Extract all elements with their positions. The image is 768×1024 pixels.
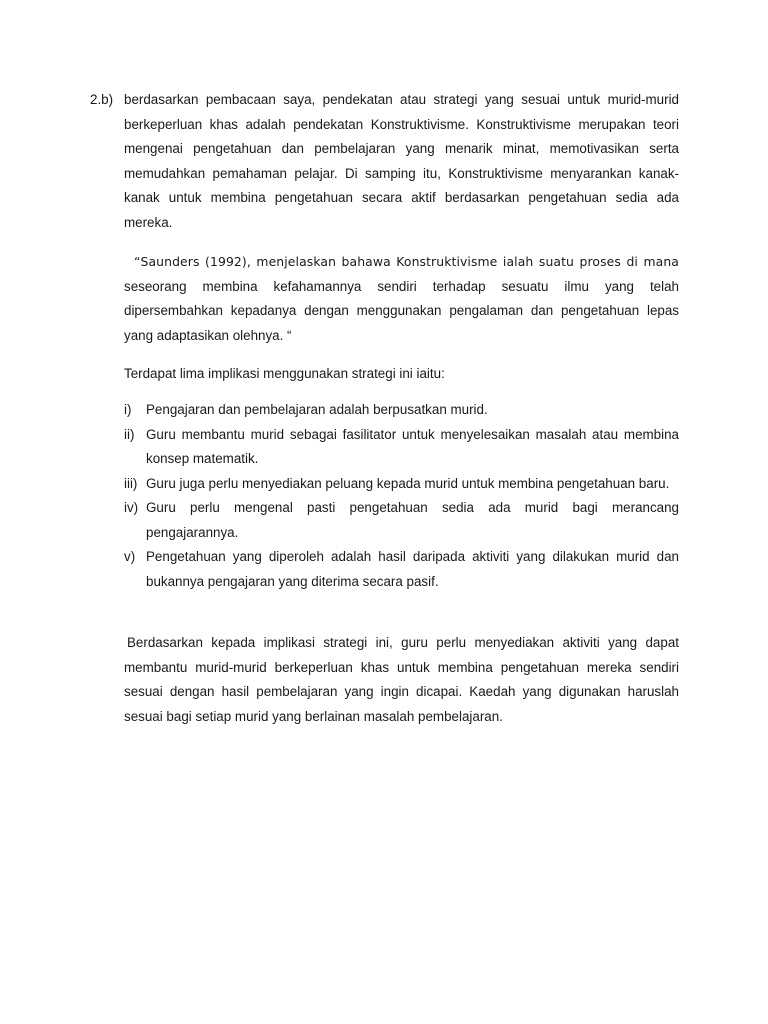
list-item [124, 545, 679, 594]
list-intro: Terdapat lima implikasi menggunakan strategi ini iaitu: [124, 366, 445, 381]
quote-first-line: “Saunders (1992), menjelaskan bahawa Konstruktivisme ialah suatu proses di mana [134, 254, 679, 269]
section-number: 2.b) [90, 92, 114, 107]
quote-rest: seseorang membina kefahamannya sendiri terhadap sesuatu ilmu yang telah dipersembahkan kepadanya dengan menggunakan pengalaman dan pengetahuan lepas yang adaptasikan olehnya. “ [124, 278, 679, 343]
list-item-text: Pengajaran dan pembelajaran adalah berpusatkan murid. [146, 402, 488, 417]
implications-list [124, 398, 679, 594]
list-item-number: iii) [124, 475, 138, 491]
list-item [124, 423, 679, 472]
list-item-text: Guru perlu mengenal pasti pengetahuan sedia ada murid bagi merancang pengajarannya. [146, 500, 679, 540]
quote-paragraph [124, 250, 679, 348]
list-item [124, 398, 679, 423]
closing-paragraph [124, 631, 679, 729]
list-item-number: v) [124, 549, 136, 564]
list-item-number: i) [124, 402, 132, 417]
list-item-number: iv) [124, 500, 139, 515]
intro-paragraph: berdasarkan pembacaan saya, pendekatan atau strategi yang sesuai untuk murid-murid berkeperluan khas adalah pendekatan Konstruktivisme. Konstruktivisme merupakan teori mengenai pengetahuan dan pembelajaran yang menarik minat, memotivasikan serta memudahkan pemahaman pelajar. Di samping itu, Konstruktivisme menyarankan kanak-kanak untuk membina pengetahuan secara aktif berdasarkan pengetahuan sedia ada mereka. [124, 92, 679, 230]
list-item-number: ii) [124, 426, 135, 442]
list-item-text: Guru juga perlu menyediakan peluang kepada murid untuk membina pengetahuan baru. [146, 475, 670, 491]
list-item-text: Guru membantu murid sebagai fasilitator untuk menyelesaikan masalah atau membina konsep matematik. [146, 426, 679, 466]
list-item-text: Pengetahuan yang diperoleh adalah hasil daripada aktiviti yang dilakukan murid dan bukannya pengajaran yang diterima secara pasif. [146, 549, 679, 589]
list-item [124, 496, 679, 545]
closing-text: Berdasarkan kepada implikasi strategi ini, guru perlu menyediakan aktiviti yang dapat membantu murid-murid berkeperluan khas untuk membina pengetahuan mereka sendiri sesuai dengan hasil pembelajaran yang ingin dicapai. Kaedah yang digunakan haruslah sesuai bagi setiap murid yang berlainan masalah pembelajaran. [124, 635, 679, 724]
list-item [124, 472, 679, 497]
